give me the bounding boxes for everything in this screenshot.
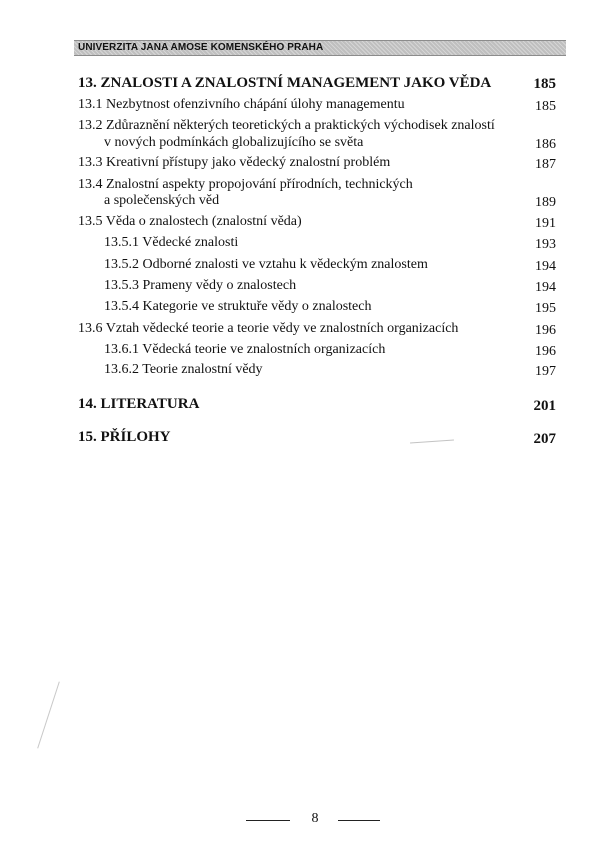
- toc-page-13-5-2: 194: [535, 259, 556, 274]
- toc-entry-13-5: 13.5 Věda o znalostech (znalostní věda): [78, 214, 302, 229]
- toc-entry-14: 14. LITERATURA: [78, 396, 200, 412]
- toc-entry-13-5-4: 13.5.4 Kategorie ve struktuře vědy o znalostech: [104, 299, 372, 314]
- toc-page-13-2: 186: [535, 137, 556, 152]
- toc-page-13-3: 187: [535, 157, 556, 172]
- toc-entry-13-5-1: 13.5.1 Vědecké znalosti: [104, 235, 239, 250]
- page-number: 8: [311, 811, 319, 826]
- toc-page-13-5-1: 193: [535, 237, 556, 252]
- toc-page-13-6-2: 197: [535, 364, 556, 379]
- footer-rule-left: [246, 820, 290, 821]
- toc-page-13: 185: [533, 76, 556, 92]
- toc-entry-13-5-2: 13.5.2 Odborné znalosti ve vztahu k vědeckým znalostem: [104, 257, 428, 272]
- toc-entry-13-2-cont: v nových podmínkách globalizujícího se světa: [104, 135, 364, 150]
- scan-mark: [410, 439, 454, 443]
- toc-page-13-5-4: 195: [535, 301, 556, 316]
- running-header-bar: [74, 40, 566, 56]
- toc-entry-13: 13. ZNALOSTI A ZNALOSTNÍ MANAGEMENT JAKO VĚDA: [78, 75, 492, 91]
- toc-entry-13-1: 13.1 Nezbytnost ofenzivního chápání úlohy managementu: [78, 97, 405, 112]
- toc-entry-13-2: 13.2 Zdůraznění některých teoretických a praktických východisek znalostí: [78, 118, 495, 133]
- toc-page-13-6-1: 196: [535, 344, 556, 359]
- toc-entry-13-6: 13.6 Vztah vědecké teorie a teorie vědy ve znalostních organizacích: [78, 321, 459, 336]
- toc-entry-13-6-2: 13.6.2 Teorie znalostní vědy: [104, 362, 263, 377]
- scan-mark: [37, 682, 60, 749]
- toc-page-14: 201: [533, 398, 556, 414]
- footer-rule-right: [338, 820, 380, 821]
- toc-page-13-1: 185: [535, 99, 556, 114]
- running-header-title: UNIVERZITA JANA AMOSE KOMENSKÉHO PRAHA: [78, 42, 324, 53]
- toc-page-13-6: 196: [535, 323, 556, 338]
- toc-page-13-5: 191: [535, 216, 556, 231]
- toc-page-15: 207: [533, 431, 556, 447]
- toc-entry-13-3: 13.3 Kreativní přístupy jako vědecký znalostní problém: [78, 155, 391, 170]
- toc-entry-13-4-cont: a společenských věd: [104, 193, 220, 208]
- toc-entry-15: 15. PŘÍLOHY: [78, 429, 171, 445]
- toc-page-13-5-3: 194: [535, 280, 556, 295]
- toc-entry-13-5-3: 13.5.3 Prameny vědy o znalostech: [104, 278, 297, 293]
- toc-page-13-4: 189: [535, 195, 556, 210]
- toc-entry-13-6-1: 13.6.1 Vědecká teorie ve znalostních organizacích: [104, 342, 386, 357]
- toc-entry-13-4: 13.4 Znalostní aspekty propojování přírodních, technických: [78, 177, 413, 192]
